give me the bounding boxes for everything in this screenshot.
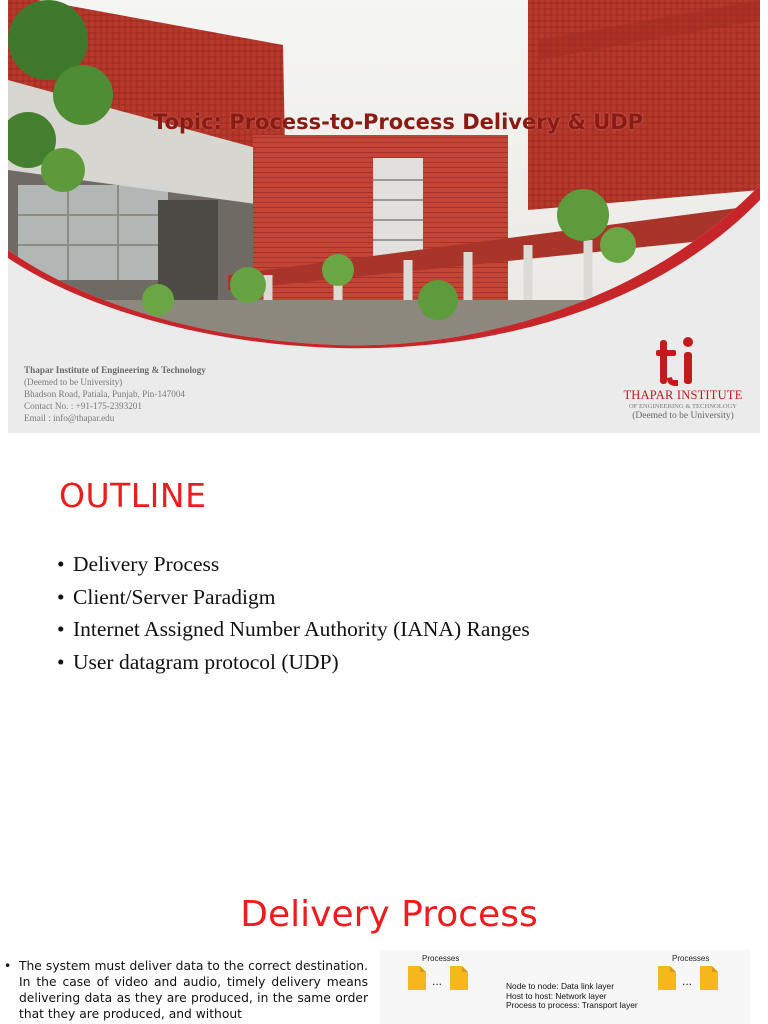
bullet-glyph: • (4, 959, 12, 973)
list-item (57, 548, 530, 581)
bullet-glyph: • (57, 552, 65, 576)
list-item (57, 646, 530, 679)
list-item (57, 581, 530, 614)
delivery-diagram (380, 950, 750, 1024)
bullet-glyph: • (57, 584, 65, 609)
delivery-paragraph (4, 958, 368, 1022)
outline-heading: OUTLINE (59, 476, 207, 515)
list-item (57, 613, 530, 646)
layer-item: Host to host: Network layer (506, 990, 607, 1001)
ti-logo-icon (654, 330, 704, 390)
outline-list (57, 548, 530, 678)
ellipsis: ... (682, 974, 693, 988)
processes-label-right: Processes (672, 954, 710, 963)
logo-deemed: (Deemed to be University) (632, 411, 734, 421)
logo-name: THAPAR INSTITUTE (623, 388, 743, 402)
process-document-icon (408, 966, 426, 990)
list-item-text: Client/Server Paradigm (73, 584, 276, 609)
process-document-icon (700, 966, 718, 990)
layer-list (506, 982, 638, 1011)
paragraph-text: The system must deliver data to the correct destination. In the case of video and audio, timely delivery means delivering data as they are produced, in the same order that they are produced, and without (19, 959, 368, 1021)
slide-title: Topic: Process-to-Process Delivery & UDP (152, 110, 644, 134)
outline-slide (8, 444, 760, 874)
layer-item: Process to process: Transport layer (506, 1000, 638, 1011)
bullet-glyph: • (57, 617, 65, 641)
delivery-process-slide (0, 880, 768, 1024)
institute-deemed: (Deemed to be University) (24, 377, 123, 387)
process-document-icon (450, 966, 468, 990)
institute-address: Bhadson Road, Patiala, Punjab, Pin-147004 (24, 389, 186, 399)
logo-subtitle: OF ENGINEERING & TECHNOLOGY (628, 403, 738, 410)
institute-logo (608, 328, 758, 428)
delivery-process-heading: Delivery Process (240, 894, 538, 935)
list-item-text: Delivery Process (73, 552, 220, 576)
institute-name: Thapar Institute of Engineering & Technology (24, 365, 206, 375)
institute-email: Email : info@thapar.edu (24, 413, 115, 423)
list-item-text: Internet Assigned Number Authority (IANA) Ranges (73, 617, 530, 641)
institute-contact: Contact No. : +91-175-2393201 (24, 401, 142, 411)
layer-item: Node to node: Data link layer (506, 981, 615, 991)
list-item-text: User datagram protocol (UDP) (73, 649, 339, 674)
processes-label-left: Processes (422, 954, 460, 963)
campus-building-photo (8, 0, 760, 350)
bullet-glyph: • (57, 649, 65, 674)
process-document-icon (658, 966, 676, 990)
institute-contact-block (24, 364, 364, 424)
ellipsis: ... (432, 974, 443, 988)
title-slide (8, 0, 760, 433)
